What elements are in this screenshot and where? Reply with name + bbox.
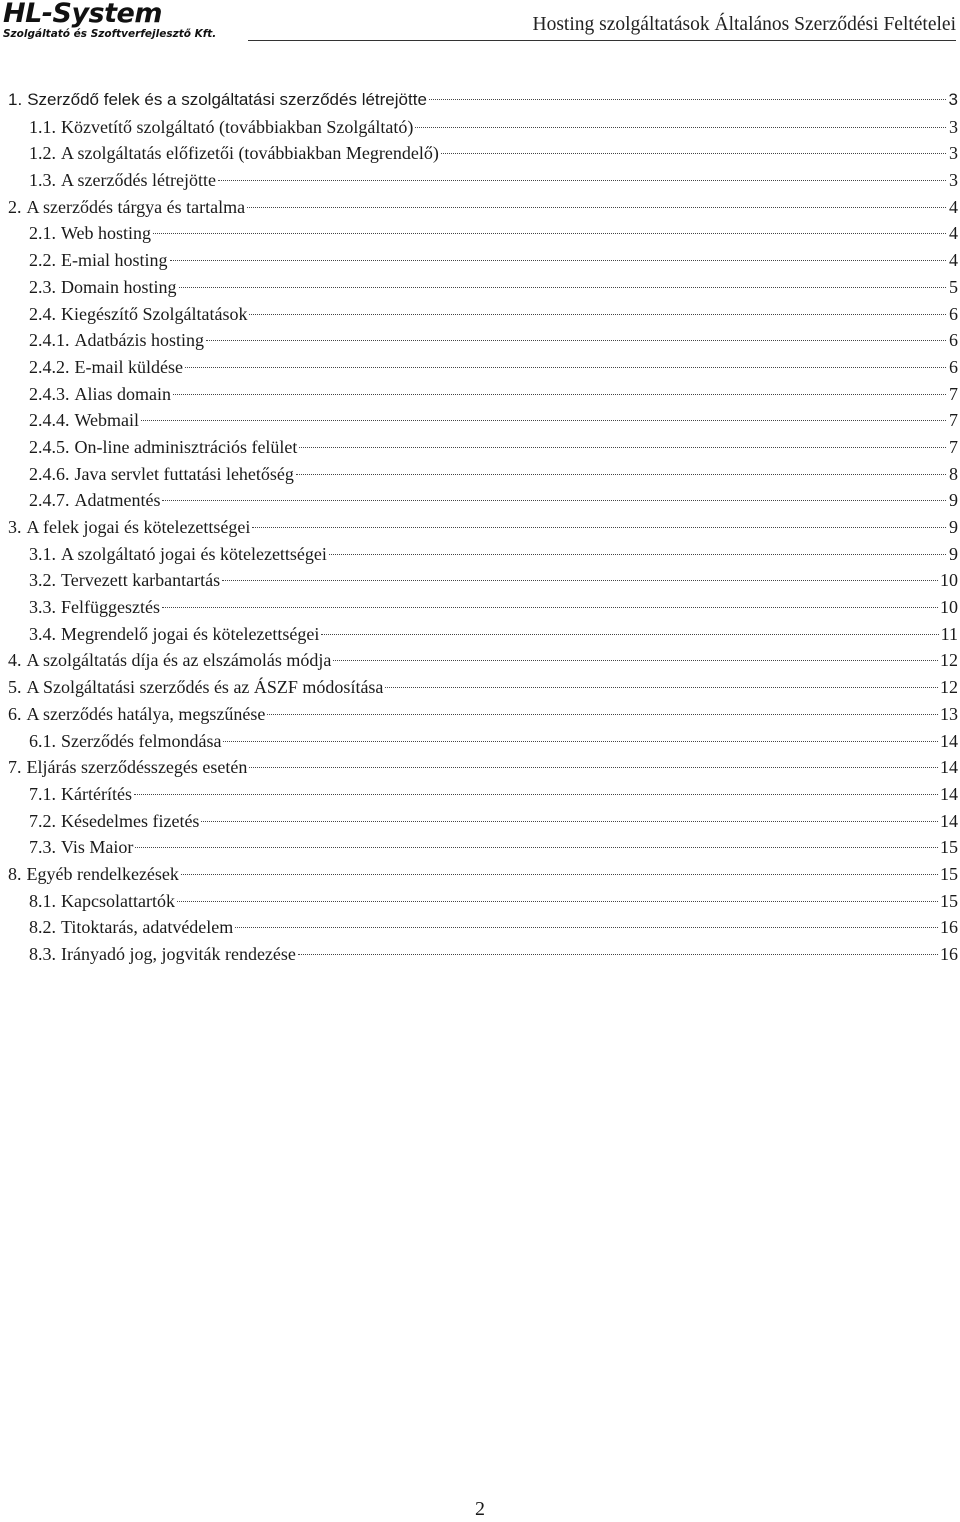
toc-entry-title: On-line adminisztrációs felület [74, 436, 298, 457]
toc-entry-title: Vis Maior [61, 837, 134, 858]
toc-entry[interactable] [8, 487, 958, 514]
toc-entry-title: Kártérítés [61, 783, 132, 804]
toc-entry-number: 4. [8, 650, 22, 671]
toc-entry-number: 1.2. [29, 143, 56, 164]
toc-dot-leader [385, 687, 938, 688]
toc-entry-page: 9 [949, 517, 958, 537]
document-title: Hosting szolgáltatások Általános Szerződési Feltételei [532, 14, 956, 35]
toc-entry-page: 9 [949, 490, 958, 511]
toc-entry[interactable] [8, 594, 958, 621]
toc-entry[interactable] [8, 647, 958, 674]
toc-entry-number: 2.4.3. [29, 383, 70, 404]
toc-entry-page: 5 [949, 276, 958, 297]
toc-entry[interactable] [8, 781, 958, 808]
toc-entry-number: 3.3. [29, 597, 56, 618]
toc-entry-page: 10 [940, 570, 958, 591]
company-logo: HL-System [3, 0, 162, 29]
toc-entry[interactable] [8, 888, 958, 915]
toc-entry-page: 6 [949, 303, 958, 324]
toc-entry-title: Alias domain [74, 383, 171, 404]
toc-entry-title: A szerződés létrejötte [61, 170, 216, 191]
toc-entry-page: 7 [949, 436, 958, 457]
page-header [0, 0, 960, 46]
toc-dot-leader [170, 260, 947, 261]
toc-entry-title: A szerződés hatálya, megszűnése [26, 703, 266, 724]
toc-entry[interactable] [8, 220, 958, 247]
toc-entry-title: Adatbázis hosting [74, 330, 204, 351]
toc-entry-page: 6 [949, 330, 958, 351]
toc-entry-page: 15 [940, 863, 958, 884]
toc-entry-number: 8.1. [29, 890, 56, 911]
toc-dot-leader [329, 554, 946, 555]
toc-entry-page: 14 [940, 783, 958, 804]
toc-dot-leader [181, 874, 938, 875]
toc-dot-leader [235, 927, 938, 928]
toc-entry-number: 2.4.7. [29, 490, 70, 511]
toc-dot-leader [299, 447, 946, 448]
toc-dot-leader [415, 127, 946, 128]
toc-dot-leader [298, 954, 938, 955]
toc-entry-title: Irányadó jog, jogviták rendezése [61, 944, 296, 964]
toc-entry-title: A szolgáltató jogai és kötelezettségei [61, 543, 327, 564]
toc-entry[interactable] [8, 941, 958, 968]
toc-entry-page: 3 [948, 90, 958, 109]
toc-entry-title: Felfüggesztés [61, 597, 160, 618]
toc-entry[interactable] [8, 194, 958, 221]
toc-entry[interactable] [8, 808, 958, 835]
toc-entry-page: 14 [940, 810, 958, 831]
toc-entry-number: 2.2. [29, 250, 56, 271]
page-number: 2 [475, 1498, 485, 1520]
toc-entry[interactable] [8, 87, 958, 114]
toc-entry-page: 8 [949, 463, 958, 484]
toc-entry[interactable] [8, 354, 958, 381]
toc-dot-leader [267, 714, 938, 715]
toc-dot-leader [201, 821, 938, 822]
toc-dot-leader [249, 767, 938, 768]
toc-entry-number: 1.3. [29, 170, 56, 191]
toc-entry-number: 2.3. [29, 276, 56, 297]
toc-entry-page: 11 [940, 623, 958, 644]
toc-entry-page: 10 [940, 597, 958, 618]
toc-dot-leader [222, 580, 938, 581]
toc-entry-number: 6.1. [29, 730, 56, 751]
toc-entry-number: 2.4.6. [29, 463, 70, 484]
toc-entry-title: Szerződés felmondása [61, 730, 222, 751]
toc-entry-number: 3. [8, 517, 22, 537]
table-of-contents [8, 87, 958, 968]
toc-entry-title: Szerződő felek és a szolgáltatási szerződés létrejötte [27, 90, 427, 109]
toc-entry[interactable] [8, 701, 958, 728]
toc-dot-leader [162, 607, 938, 608]
toc-entry[interactable] [8, 567, 958, 594]
toc-entry-title: Kapcsolattartók [61, 890, 175, 911]
toc-dot-leader [249, 314, 946, 315]
toc-entry[interactable] [8, 861, 958, 888]
toc-entry-title: Tervezett karbantartás [61, 570, 221, 591]
toc-entry-page: 3 [949, 143, 958, 164]
toc-entry-page: 3 [949, 116, 958, 137]
toc-entry-title: A szerződés tárgya és tartalma [26, 196, 246, 217]
toc-entry[interactable] [8, 914, 958, 941]
toc-dot-leader [206, 340, 946, 341]
toc-entry-title: Domain hosting [61, 276, 177, 297]
toc-entry-page: 15 [940, 890, 958, 911]
toc-entry-number: 7.2. [29, 810, 56, 831]
toc-dot-leader [247, 207, 946, 208]
toc-entry-title: A Szolgáltatási szerződés és az ÁSZF módosítása [26, 677, 384, 698]
toc-entry-title: Webmail [74, 410, 140, 431]
toc-entry-number: 8. [8, 863, 22, 884]
toc-entry-number: 2.4.5. [29, 436, 70, 457]
toc-dot-leader [162, 500, 946, 501]
toc-entry-page: 9 [949, 543, 958, 564]
toc-entry[interactable] [8, 140, 958, 167]
company-logo-subtitle: Szolgáltató és Szoftverfejlesztő Kft. [3, 28, 217, 40]
toc-entry-number: 2.4.4. [29, 410, 70, 431]
toc-entry-number: 8.3. [29, 944, 56, 964]
toc-dot-leader [429, 99, 946, 100]
toc-entry-title: Késedelmes fizetés [61, 810, 200, 831]
toc-entry[interactable] [8, 274, 958, 301]
toc-entry[interactable] [8, 834, 958, 861]
toc-entry-title: Eljárás szerződésszegés esetén [26, 757, 248, 778]
toc-entry-title: A szolgáltatás díja és az elszámolás módja [26, 650, 332, 671]
toc-entry[interactable] [8, 514, 958, 541]
toc-entry-page: 13 [940, 703, 958, 724]
toc-entry-number: 2. [8, 196, 22, 217]
toc-entry-number: 7. [8, 757, 22, 778]
toc-dot-leader [135, 847, 938, 848]
toc-entry[interactable] [8, 754, 958, 781]
toc-entry-title: Java servlet futtatási lehetőség [74, 463, 294, 484]
toc-entry-page: 7 [949, 383, 958, 404]
toc-entry-number: 2.1. [29, 223, 56, 244]
toc-entry[interactable] [8, 247, 958, 274]
toc-dot-leader [333, 660, 938, 661]
toc-entry-page: 4 [949, 196, 958, 217]
toc-dot-leader [134, 794, 938, 795]
toc-entry-page: 4 [949, 223, 958, 244]
toc-entry-number: 2.4.1. [29, 330, 70, 351]
toc-entry-page: 4 [949, 250, 958, 271]
toc-entry-title: Kiegészítő Szolgáltatások [61, 303, 248, 324]
toc-entry[interactable] [8, 541, 958, 568]
toc-entry[interactable] [8, 381, 958, 408]
toc-entry-page: 15 [940, 837, 958, 858]
toc-entry[interactable] [8, 407, 958, 434]
toc-entry-title: E-mial hosting [61, 250, 168, 271]
toc-dot-leader [141, 420, 946, 421]
toc-dot-leader [185, 367, 946, 368]
toc-entry[interactable] [8, 434, 958, 461]
toc-entry[interactable] [8, 167, 958, 194]
toc-entry-number: 3.1. [29, 543, 56, 564]
toc-entry-number: 5. [8, 677, 22, 698]
toc-dot-leader [296, 474, 946, 475]
toc-dot-leader [218, 180, 946, 181]
toc-entry-page: 16 [940, 917, 958, 938]
toc-entry-number: 3.4. [29, 623, 56, 644]
toc-entry-title: Közvetítő szolgáltató (továbbiakban Szolgáltató) [61, 116, 414, 137]
toc-entry-title: Megrendelő jogai és kötelezettségei [61, 623, 320, 644]
toc-dot-leader [173, 394, 946, 395]
toc-entry-number: 2.4.2. [29, 356, 70, 377]
toc-entry-title: Web hosting [61, 223, 152, 244]
toc-entry[interactable] [8, 301, 958, 328]
toc-dot-leader [177, 901, 938, 902]
toc-entry-title: A szolgáltatás előfizetői (továbbiakban Megrendelő) [61, 143, 439, 164]
toc-entry-page: 6 [949, 356, 958, 377]
toc-entry-title: A felek jogai és kötelezettségei [26, 517, 251, 537]
toc-entry-title: Adatmentés [74, 490, 161, 511]
toc-dot-leader [321, 634, 938, 635]
toc-entry[interactable] [8, 621, 958, 648]
toc-entry-number: 1. [8, 90, 23, 109]
toc-entry-title: Egyéb rendelkezések [26, 863, 179, 884]
toc-dot-leader [252, 527, 946, 528]
toc-entry[interactable] [8, 674, 958, 701]
header-divider [248, 40, 956, 41]
toc-entry-title: Titoktarás, adatvédelem [61, 917, 234, 938]
toc-entry-number: 3.2. [29, 570, 56, 591]
toc-dot-leader [441, 153, 946, 154]
toc-dot-leader [153, 233, 946, 234]
toc-entry[interactable] [8, 728, 958, 755]
toc-entry[interactable] [8, 327, 958, 354]
toc-entry-page: 14 [940, 730, 958, 751]
toc-entry[interactable] [8, 114, 958, 141]
toc-entry-number: 1.1. [29, 116, 56, 137]
toc-entry-number: 6. [8, 703, 22, 724]
toc-entry-number: 8.2. [29, 917, 56, 938]
toc-entry-page: 7 [949, 410, 958, 431]
toc-entry-page: 14 [940, 757, 958, 778]
toc-entry-number: 7.3. [29, 837, 56, 858]
toc-dot-leader [179, 287, 947, 288]
toc-entry[interactable] [8, 461, 958, 488]
toc-entry-page: 3 [949, 170, 958, 191]
toc-entry-page: 16 [940, 944, 958, 964]
toc-dot-leader [223, 741, 938, 742]
toc-entry-page: 12 [940, 650, 958, 671]
toc-entry-number: 2.4. [29, 303, 56, 324]
toc-entry-title: E-mail küldése [74, 356, 183, 377]
toc-entry-number: 7.1. [29, 783, 56, 804]
toc-entry-page: 12 [940, 677, 958, 698]
